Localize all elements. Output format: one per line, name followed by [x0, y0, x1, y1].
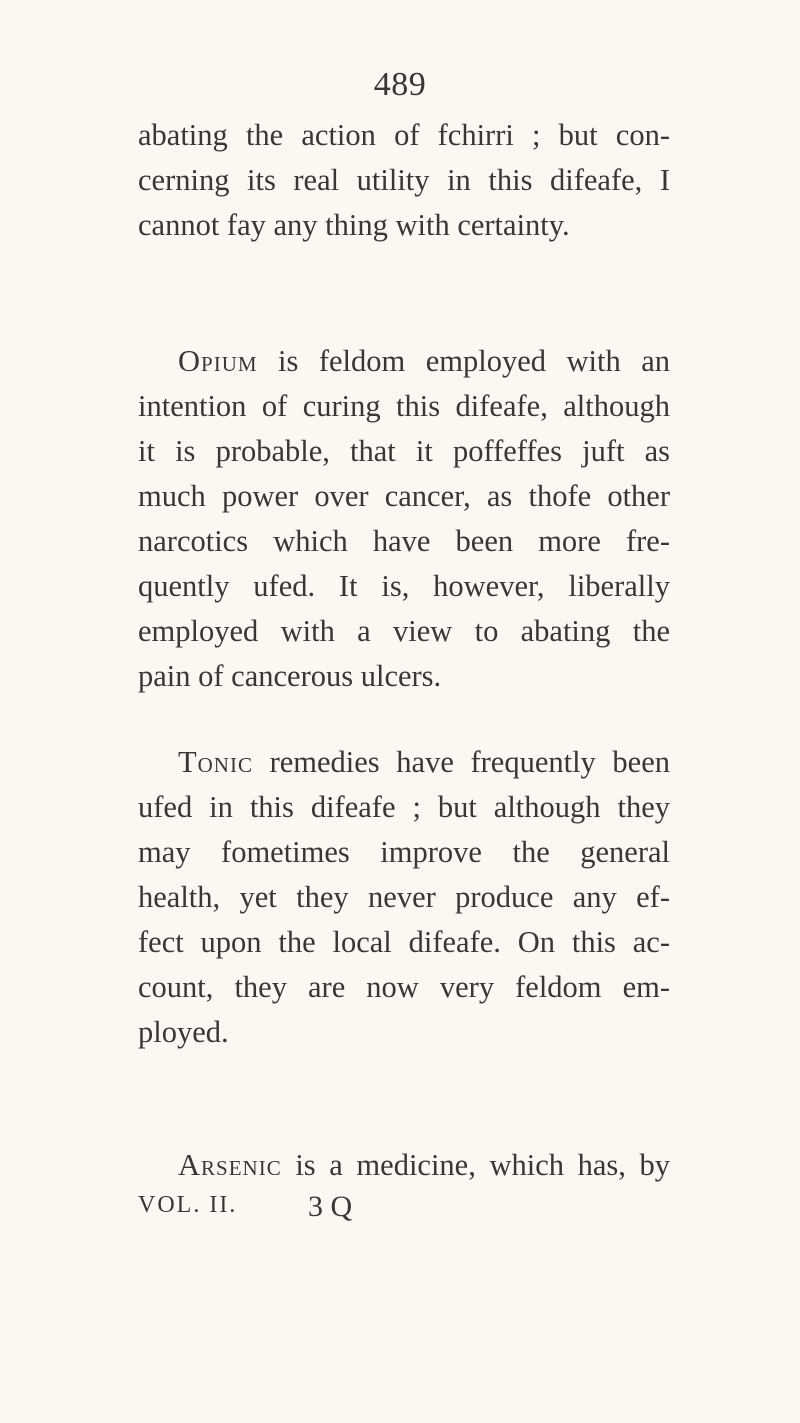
paragraph-arsenic [138, 1143, 670, 1188]
text-line: narcotics which have been more fre- [138, 524, 670, 558]
paragraph-sciatic-continuation [138, 113, 670, 248]
text-line [138, 339, 670, 384]
text-line: ufed in this difeafe ; but although they [138, 790, 670, 824]
text-line-rest: remedies have frequently been [252, 745, 670, 779]
text-line-rest: is a medicine, which has, by [281, 1148, 670, 1182]
page-number: 489 [373, 66, 427, 103]
lead-word: Tonic [178, 745, 253, 779]
paragraph-tonic [138, 740, 670, 1055]
signature-mark: 3 Q [308, 1190, 353, 1223]
text-line [138, 740, 670, 785]
text-line [138, 1143, 670, 1188]
text-line: health, yet they never produce any ef- [138, 880, 670, 914]
text-line: quently ufed. It is, however, liberally [138, 569, 670, 603]
text-line-rest: is feldom employed with an [257, 344, 670, 378]
text-line: abating the action of fchirri ; but con- [138, 118, 670, 152]
text-line: fect upon the local difeafe. On this ac- [138, 925, 670, 959]
lead-word: Opium [178, 344, 258, 378]
text-line: employed with a view to abating the [138, 614, 670, 648]
text-line: cannot fay any thing with certainty. [138, 208, 570, 242]
text-line: it is probable, that it poffeffes juft as [138, 434, 670, 468]
text-line: much power over cancer, as thofe other [138, 479, 670, 513]
footer [138, 1188, 670, 1228]
text-line: count, they are now very feldom em- [138, 970, 670, 1004]
text-line: intention of curing this difeafe, although [138, 389, 670, 423]
volume-label: VOL. II. [138, 1192, 238, 1218]
lead-word: Arsenic [178, 1148, 282, 1182]
text-line: ployed. [138, 1015, 229, 1049]
text-line: cerning its real utility in this difeafe, I [138, 163, 670, 197]
paragraph-opium [138, 339, 670, 699]
text-line: pain of cancerous ulcers. [138, 659, 442, 693]
text-line: may fometimes improve the general [138, 835, 670, 869]
